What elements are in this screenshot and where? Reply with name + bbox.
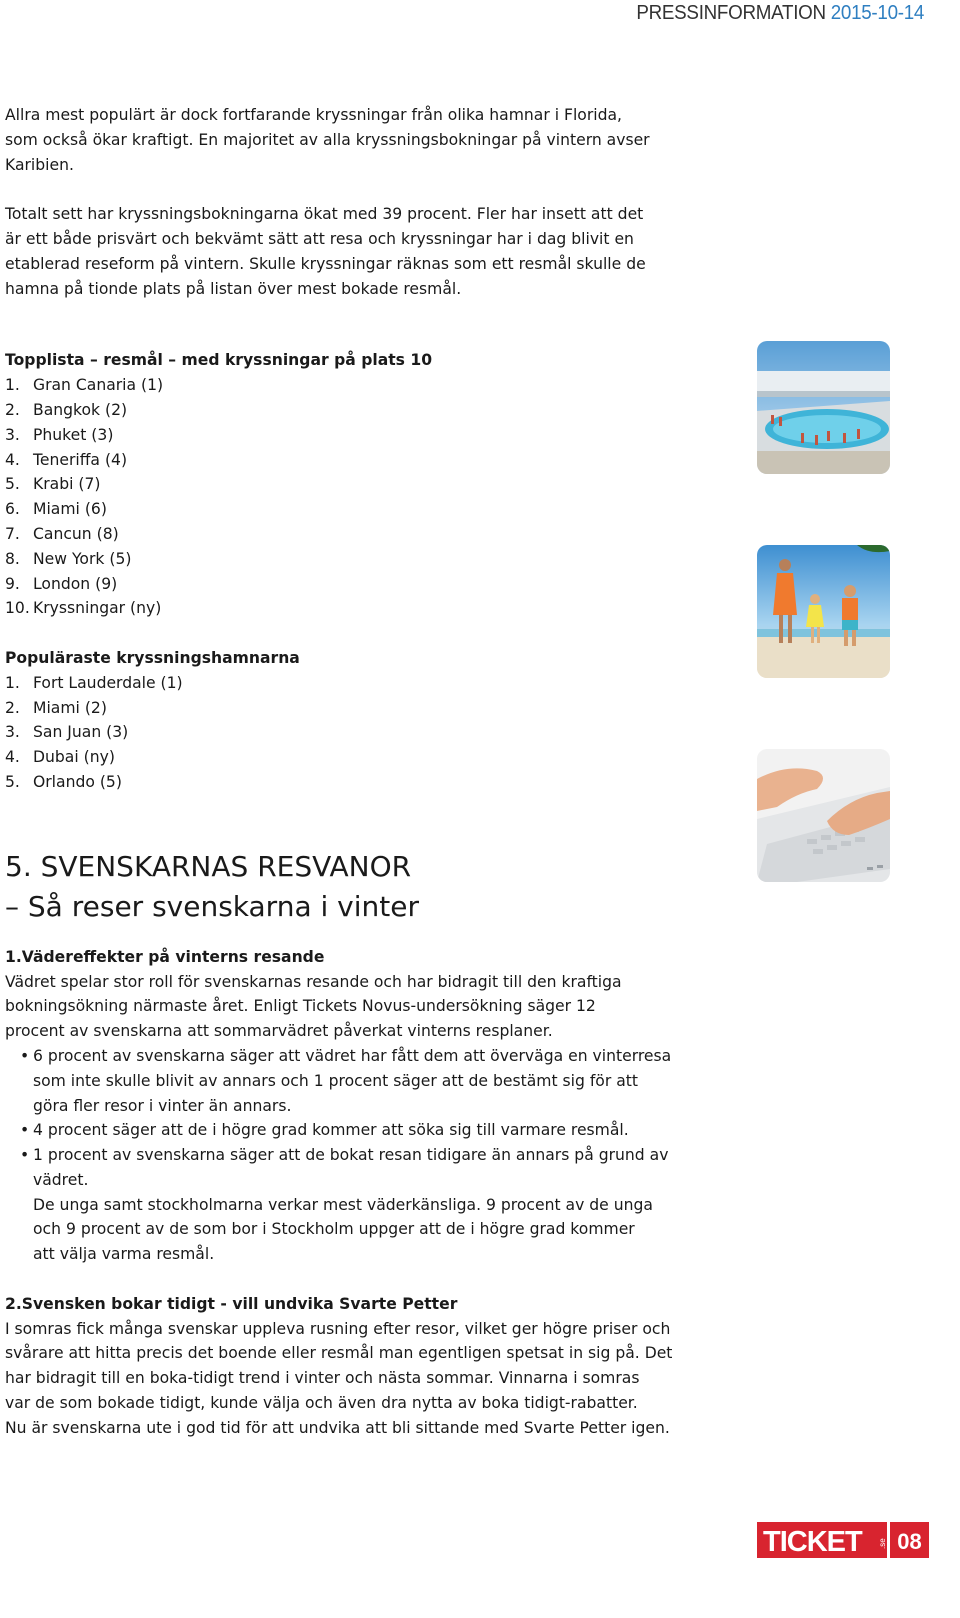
text-line: Karibien. xyxy=(5,155,74,174)
section-title: 5. SVENSKARNAS RESVANOR xyxy=(5,849,412,883)
toplist-title: Topplista – resmål – med kryssningar på plats 10 xyxy=(5,351,433,370)
list-item: 5. Krabi (7) xyxy=(5,475,101,494)
text-line: Totalt sett har kryssningsbokningarna ökat med 39 procent. Fler har insett att det xyxy=(5,205,644,224)
weather-block xyxy=(5,945,745,1267)
list-item: 4. Teneriffa (4) xyxy=(5,450,128,469)
page-number: 08 xyxy=(897,1529,922,1554)
text-line: svårare att hitta precis det boende eller resmål man egentligen spetsat in sig på. Det xyxy=(5,1344,673,1363)
text-line: var de som bokade tidigt, kunde välja och även dra nytta av boka tidigt-rabatter. xyxy=(5,1394,638,1413)
list-item: 7. Cancun (8) xyxy=(5,524,119,543)
section-subtitle: – Så reser svenskarna i vinter xyxy=(5,889,419,923)
toplist-block xyxy=(5,348,745,621)
ticket-logo xyxy=(757,1522,929,1558)
weather-bullets xyxy=(5,1044,745,1193)
list-item: 3. San Juan (3) xyxy=(5,723,129,742)
bullet-item: • 6 procent av svenskarna säger att vädret har fått dem att överväga en vinterresa som inte skulle blivit av annars och 1 procent säger att de bestämt sig för att göra fler resor i vinter än annars. xyxy=(20,1046,672,1115)
cruise-pool-photo xyxy=(757,341,890,474)
header-label: PRESSINFORMATION xyxy=(636,2,826,24)
list-item: 2. Miami (2) xyxy=(5,698,107,717)
text-line: och 9 procent av de som bor i Stockholm uppger att de i högre grad kommer xyxy=(33,1220,635,1239)
list-item: 5. Orlando (5) xyxy=(5,772,122,791)
toplist-list xyxy=(5,373,745,621)
text-line: Nu är svenskarna ute i god tid för att undvika att bli sittande med Svarte Petter igen. xyxy=(5,1418,670,1437)
text-line: procent av svenskarna att sommarvädret påverkat vinterns resplaner. xyxy=(5,1022,553,1041)
text-line: Allra mest populärt är dock fortfarande kryssningar från olika hamnar i Florida, xyxy=(5,106,622,124)
text-line: som också ökar kraftigt. En majoritet av alla kryssningsbokningar på vintern avser xyxy=(5,130,650,149)
main-content xyxy=(5,103,745,1441)
list-item: 6. Miami (6) xyxy=(5,500,107,519)
text-line: bokningsökning närmaste året. Enligt Tickets Novus-undersökning säger 12 xyxy=(5,997,596,1016)
list-item: 1. Gran Canaria (1) xyxy=(5,376,164,395)
text-line: etablerad reseform på vintern. Skulle kryssningar räknas som ett resmål skulle de xyxy=(5,254,646,273)
intro-paragraph-2 xyxy=(5,202,745,301)
text-line: är ett både prisvärt och bekvämt sätt att resa och kryssningar har i dag blivit en xyxy=(5,229,634,248)
text-line: att välja varma resmål. xyxy=(33,1245,215,1264)
text-line: har bidragit till en boka-tidigt trend i vinter och nästa sommar. Vinnarna i somras xyxy=(5,1369,640,1388)
early-booking-block xyxy=(5,1292,745,1441)
ports-list xyxy=(5,671,745,795)
section-heading xyxy=(5,847,745,927)
weather-followup xyxy=(5,1193,745,1267)
list-item: 10. Kryssningar (ny) xyxy=(5,599,162,618)
ports-block xyxy=(5,646,745,795)
ports-title: Populäraste kryssningshamnarna xyxy=(5,648,300,667)
page-header xyxy=(636,2,924,25)
bullet-item: • 4 procent säger att de i högre grad kommer att söka sig till varmare resmål. xyxy=(20,1121,629,1140)
list-item: 1. Fort Lauderdale (1) xyxy=(5,673,183,692)
header-date: 2015-10-14 xyxy=(830,2,924,24)
family-beach-photo xyxy=(757,545,890,678)
intro-paragraph-1 xyxy=(5,103,745,177)
text-line: De unga samt stockholmarna verkar mest väderkänsliga. 9 procent av de unga xyxy=(33,1195,653,1214)
list-item: 2. Bangkok (2) xyxy=(5,400,128,419)
logo-text: TICKET xyxy=(763,1526,862,1558)
list-item: 3. Phuket (3) xyxy=(5,425,114,444)
weather-heading: 1.Vädereffekter på vinterns resande xyxy=(5,947,325,966)
logo-suffix: .se xyxy=(878,1538,887,1549)
list-item: 4. Dubai (ny) xyxy=(5,748,115,767)
text-line: I somras fick många svenskar uppleva rusning efter resor, vilket ger högre priser och xyxy=(5,1319,671,1338)
bullet-item: • 1 procent av svenskarna säger att de bokat resan tidigare än annars på grund av vädret. xyxy=(20,1146,669,1189)
early-heading: 2.Svensken bokar tidigt - vill undvika Svarte Petter xyxy=(5,1294,458,1313)
list-item: 9. London (9) xyxy=(5,574,118,593)
text-line: hamna på tionde plats på listan över mest bokade resmål. xyxy=(5,279,462,298)
text-line: Vädret spelar stor roll för svenskarnas resande och har bidragit till den kraftiga xyxy=(5,972,622,991)
list-item: 8. New York (5) xyxy=(5,549,132,568)
laptop-hands-photo xyxy=(757,749,890,882)
